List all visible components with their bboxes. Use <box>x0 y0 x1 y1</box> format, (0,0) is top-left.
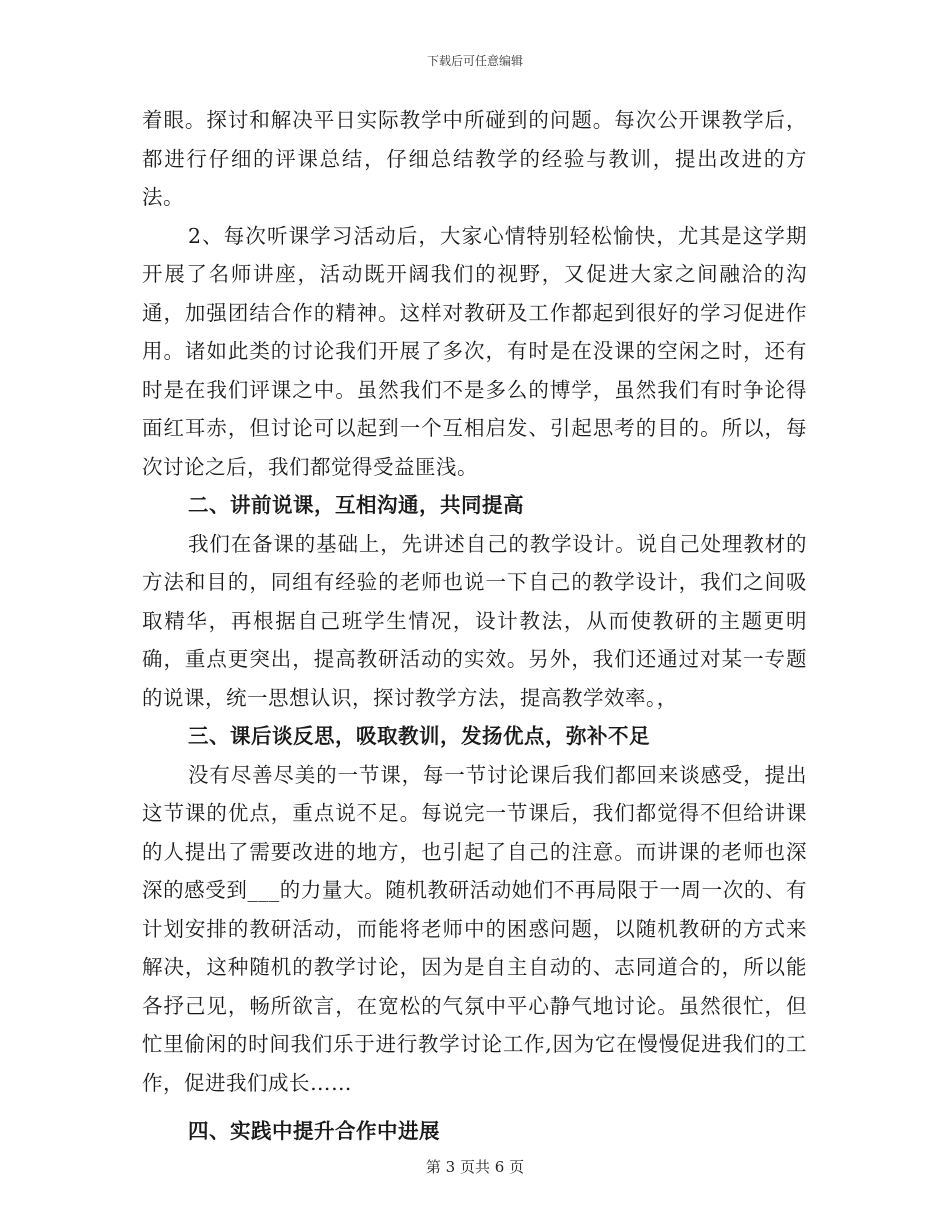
section-heading-3: 三、课后谈反思，吸取教训，发扬优点，弥补不足 <box>188 724 650 748</box>
paragraph-continuation: 着眼。探讨和解决平日实际教学中所碰到的问题。每次公开课教学后，都进行仔细的评课总结，仔细总结教学的经验与教训，提出改进的方法。 <box>142 108 807 209</box>
paragraph-section-3: 没有尽善尽美的一节课，每一节讨论课后我们都回来谈感受，提出这节课的优点，重点说不足。每说完一节课后，我们都觉得不但给讲课的人提出了需要改进的地方，也引起了自己的注意。而讲课的老师也深深的感受到___的力量大。随机教研活动她们不再局限于一周一次的、有计划安排的教研活动，而能将老师中的困惑问题，以随机教研的方式来解决，这种随机的教学讨论，因为是自主自动的、志同道合的，所以能各抒己见，畅所欲言，在宽松的气氛中平心静气地讨论。虽然很忙，但忙里偷闲的时间我们乐于进行教学讨论工作,因为它在慢慢促进我们的工作，促进我们成长…… <box>142 762 807 1095</box>
section-heading-2: 二、讲前说课，互相沟通，共同提高 <box>188 493 524 517</box>
document-body <box>142 101 807 1151</box>
page-header: 下载后可任意编辑 <box>426 54 523 68</box>
section-heading-4: 四、实践中提升合作中进展 <box>188 1119 440 1143</box>
page-footer: 第 3 页共 6 页 <box>425 1158 525 1176</box>
paragraph-section-2: 我们在备课的基础上，先讲述自己的教学设计。说自己处理教材的方法和目的，同组有经验的老师也说一下自己的教学设计，我们之间吸取精华，再根据自己班学生情况，设计教法，从而使教研的主题更明确，重点更突出，提高教研活动的实效。另外，我们还通过对某一专题的说课，统一思想认识，探讨教学方法，提高教学效率。， <box>142 531 807 710</box>
paragraph-item-2: 2、每次听课学习活动后，大家心情特别轻松愉快，尤其是这学期开展了名师讲座，活动既开阔我们的视野，又促进大家之间融洽的沟通，加强团结合作的精神。这样对教研及工作都起到很好的学习促进作用。诸如此类的讨论我们开展了多次，有时是在没课的空闲之时，还有时是在我们评课之中。虽然我们不是多么的博学，虽然我们有时争论得面红耳赤，但讨论可以起到一个互相启发、引起思考的目的。所以，每次讨论之后，我们都觉得受益匪浅。 <box>142 223 807 479</box>
